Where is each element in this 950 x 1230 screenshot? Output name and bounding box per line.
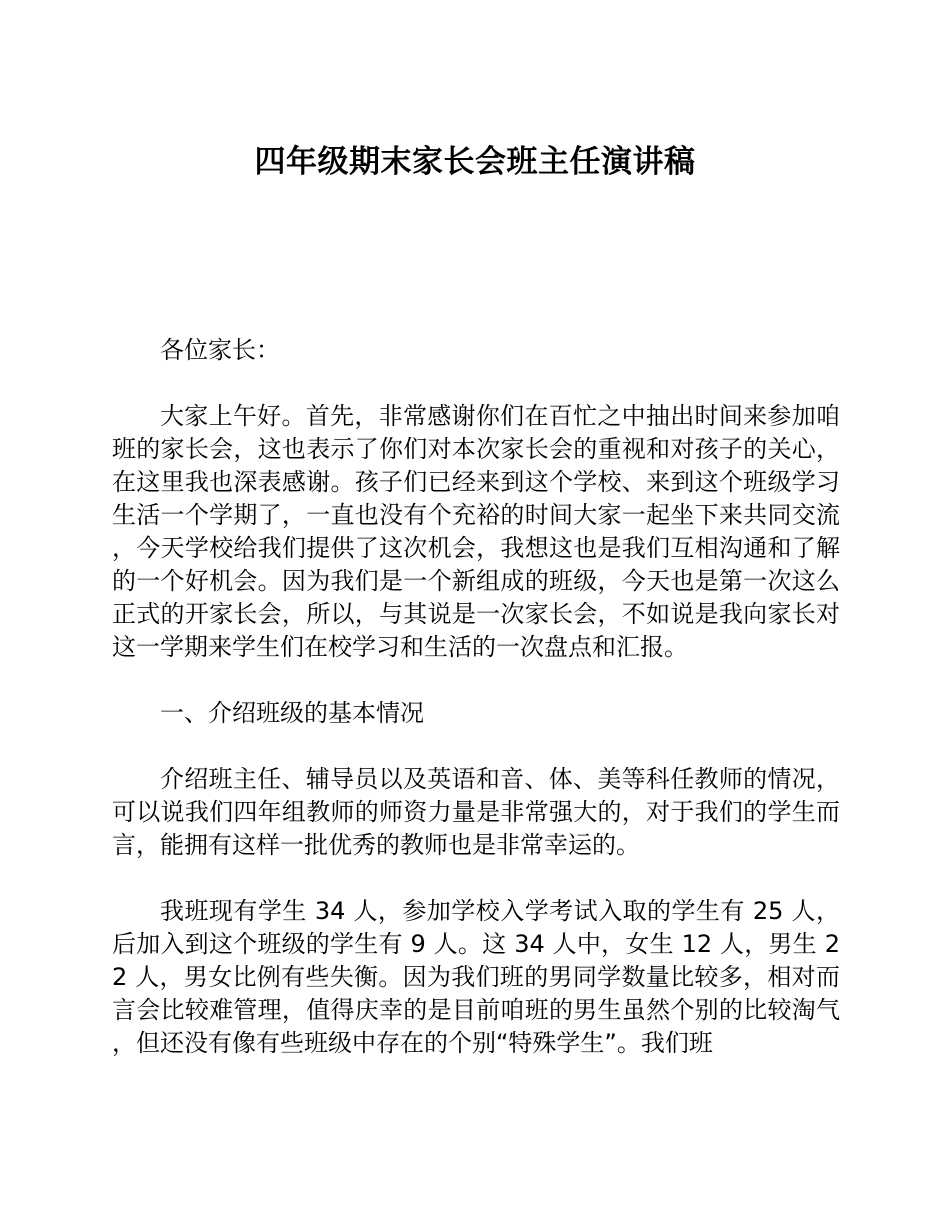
students-paragraph: 我班现有学生 34 人，参加学校入学考试入取的学生有 25 人，后加入到这个班级的学生有 9 人。这 34 人中，女生 12 人，男生 22 人，男女比例有些失衡。因为我们班的男同学数量比较多，相对而言会比较难管理，值得庆幸的是目前咱班的男生虽然个别的比较淘气，但还没有像有些班级中存在的个别“特殊学生”。我们班 [112,897,840,1057]
section-heading: 一、介绍班级的基本情况 [160,699,424,727]
salutation-paragraph: 各位家长： [160,336,280,364]
document-body [112,334,840,1093]
opening-paragraph: 大家上午好。首先，非常感谢你们在百忙之中抽出时间来参加咱班的家长会，这也表示了你们对本次家长会的重视和对孩子的关心，在这里我也深表感谢。孩子们已经来到这个学校、来到这个班级学习生活一个学期了，一直也没有个充裕的时间大家一起坐下来共同交流，今天学校给我们提供了这次机会，我想这也是我们互相沟通和了解的一个好机会。因为我们是一个新组成的班级，今天也是第一次这么正式的开家长会，所以，与其说是一次家长会，不如说是我向家长对这一学期来学生们在校学习和生活的一次盘点和汇报。 [112,402,840,661]
teachers-paragraph: 介绍班主任、辅导员以及英语和音、体、美等科任教师的情况，可以说我们四年组教师的师资力量是非常强大的，对于我们的学生而言，能拥有这样一批优秀的教师也是非常幸运的。 [112,765,840,859]
document-title: 四年级期末家长会班主任演讲稿 [254,144,696,180]
